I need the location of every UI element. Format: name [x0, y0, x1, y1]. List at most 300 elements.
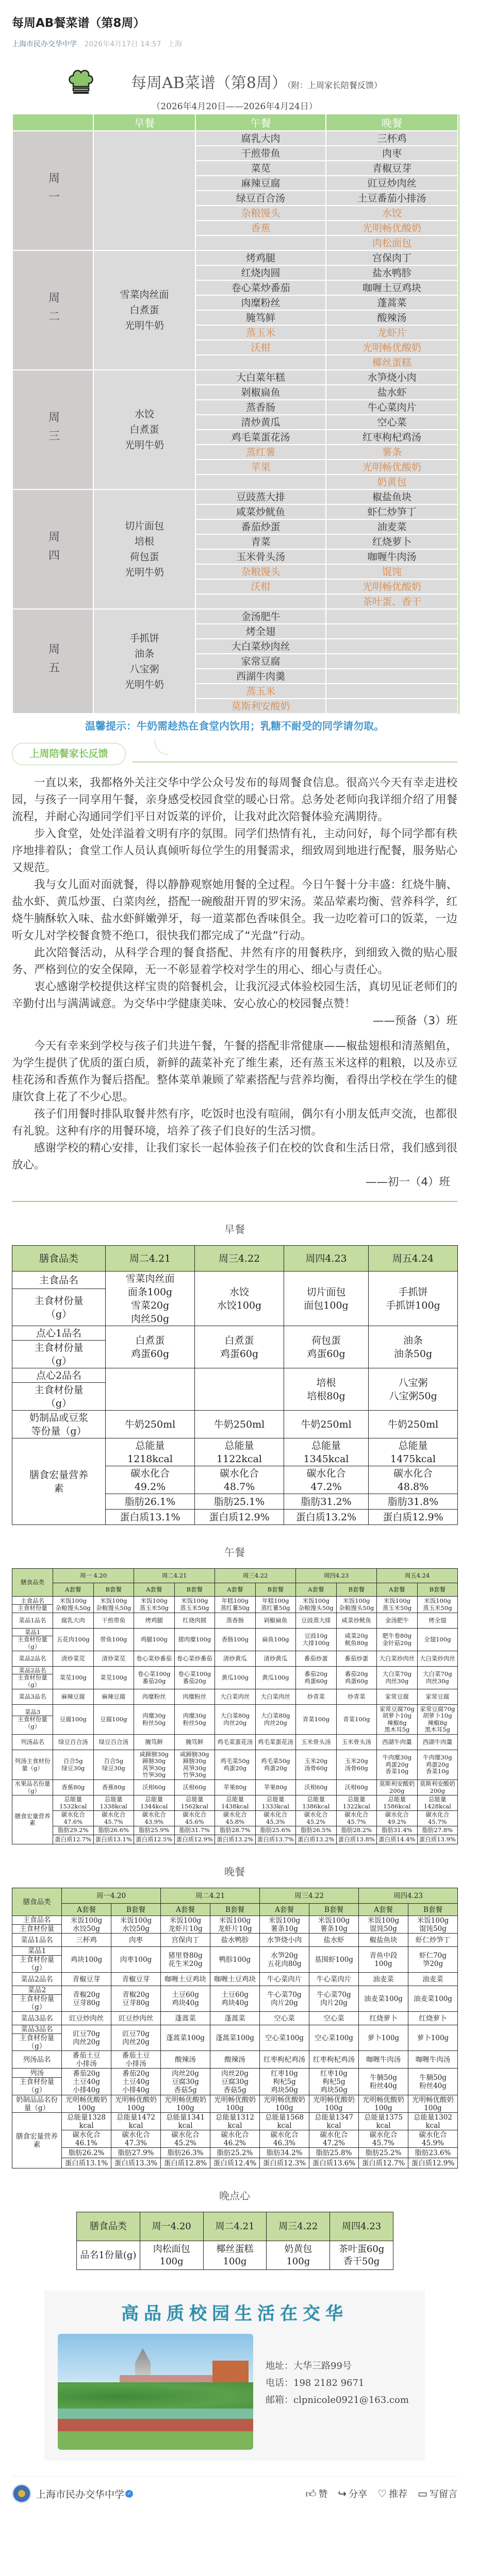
table-cell: 麻辣豆腐	[53, 1689, 94, 1705]
table-cell: 咖喱牛肉汤	[408, 2051, 458, 2069]
table-cell: 萝卜100g	[408, 2025, 458, 2051]
nutrition-energy: 总能量 1562kcal	[174, 1795, 215, 1811]
dinner-nutrition-table	[12, 1888, 458, 2168]
table-row	[12, 1735, 458, 1750]
lunch-item: 剁椒扁鱼	[195, 385, 326, 400]
table-cell: 苹果80g	[255, 1780, 296, 1795]
set-header: B套餐	[309, 1904, 359, 1916]
day-label: 周三	[12, 370, 93, 489]
table-cell: 米饭100g 水饺50g	[62, 1916, 111, 1934]
table-cell: 豆豉10g 大排100g	[296, 1629, 337, 1651]
menu-column-header	[12, 114, 93, 131]
table-cell: 沃柑60g	[336, 1780, 377, 1795]
table-cell: 油麦菜	[408, 1973, 458, 1986]
table-cell: 光明畅优酸奶 100g	[62, 2095, 111, 2113]
table-cell: 青椒20g 豆芽80g	[62, 1986, 111, 2012]
lunch-item: 烤全翅	[195, 624, 326, 639]
table-cell: 大白菜炒肉丝	[417, 1651, 458, 1667]
row-label	[12, 2051, 62, 2069]
table-cell: 米饭100g 杂粮馒头50g	[336, 1597, 377, 1613]
evening-snack-heading: 晚点心	[219, 2190, 250, 2202]
nutrition-carbs: 碳水化合 45.2%	[296, 1811, 337, 1826]
breakfast-cell	[93, 489, 195, 609]
email: 邮箱：clpnicole0921@163.com	[266, 2395, 409, 2405]
table-cell: 米饭100g 杂粮馒头50g	[93, 1597, 134, 1613]
nutrition-carbs: 碳水化合 45.7%	[93, 1811, 134, 1826]
column-header: 膳食品类	[77, 2212, 140, 2241]
table-cell: 大白菜80g 肉丝20g	[215, 1705, 256, 1735]
breakfast-item: 八宝粥	[129, 663, 159, 675]
breakfast-item: 白煮蛋	[129, 424, 159, 435]
dinner-item: 豇豆炒肉丝	[326, 176, 458, 191]
day-header: 周四4.23	[359, 1888, 458, 1904]
set-header: A套餐	[53, 1583, 94, 1597]
nutrition-protein: 蛋白质12.9%	[195, 1510, 284, 1525]
table-row	[12, 1973, 458, 1986]
row-label-line: 主食材份量 （g）	[18, 1716, 47, 1730]
table-cell: 猪肉糜100g	[174, 1629, 215, 1651]
table-row	[12, 2025, 458, 2051]
row-label: 主食材份量 （g）	[12, 1289, 106, 1326]
row-label-line: 主食材份量 （g）	[19, 2034, 55, 2050]
nutrition-fat: 脂肪26.1%	[106, 1494, 195, 1510]
nutrition-protein: 蛋白质13.2%	[215, 1835, 256, 1844]
table-cell: 油麦菜100g	[359, 1986, 408, 2012]
nutrition-energy: 总能量1568 kcal	[260, 2113, 309, 2130]
feedback-section-header	[12, 743, 457, 765]
recommend-button[interactable]	[377, 2487, 407, 2500]
row-label-line: 主食材份量	[18, 1604, 47, 1612]
row-label: 主食材份量 （g）	[12, 1341, 106, 1368]
nutrition-carbs: 碳水化合 46.2%	[210, 2130, 260, 2148]
table-cell: 空心菜	[260, 2012, 309, 2025]
nutrition-carbs: 碳水化合 46.1%	[62, 2130, 111, 2148]
account-avatar[interactable]	[12, 2484, 31, 2503]
nutrition-protein: 蛋白质13.2%	[296, 1835, 337, 1844]
nutrition-protein: 蛋白质12.7%	[53, 1835, 94, 1844]
row-label	[12, 1780, 53, 1795]
dinner-item: 盐水鸭胗	[326, 265, 458, 280]
set-header-row	[12, 1583, 458, 1597]
lunch-item	[195, 355, 326, 370]
table-cell: 玉米骨头汤	[296, 1735, 337, 1750]
table-cell: 油条 油条50g	[369, 1326, 458, 1368]
nutrition-protein: 蛋白质12.4%	[210, 2158, 260, 2168]
row-label-line: 奶制品品名份 量（g）	[16, 2095, 58, 2112]
lunch-item: 青菜	[195, 534, 326, 549]
table-cell: 豆腐100g	[53, 1705, 94, 1735]
nutrition-row	[12, 1811, 458, 1826]
dinner-item	[326, 669, 458, 684]
nutrition-protein: 蛋白质13.1%	[106, 1510, 195, 1525]
lunch-item: 干煎带鱼	[195, 146, 326, 161]
table-row	[12, 1689, 458, 1705]
table-cell: 大白菜炒肉丝	[377, 1651, 418, 1667]
nutrition-fat: 脂肪27.9%	[111, 2148, 161, 2158]
lunch-item: 烤鸡腿	[195, 250, 326, 265]
table-cell: 牛奶250ml	[195, 1411, 284, 1438]
lunch-item: 家常豆腐	[195, 654, 326, 669]
table-cell: 酸辣汤	[161, 2051, 210, 2069]
row-label	[12, 2069, 62, 2095]
table-cell: 肉糜粉丝	[134, 1689, 175, 1705]
table-row	[12, 1326, 458, 1341]
lunch-item: 鸡毛菜蛋花汤	[195, 430, 326, 445]
table-cell: 米饭100g 龙虾片10g	[210, 1916, 260, 1934]
table-cell: 清炒菜苋	[53, 1651, 94, 1667]
nutrition-row	[12, 1835, 458, 1844]
row-label-line: 列汤品名	[23, 2055, 51, 2064]
table-cell: 水饺 水饺100g	[195, 1272, 284, 1326]
dinner-item	[326, 699, 458, 714]
table-cell: 清炒菜苋	[93, 1651, 134, 1667]
table-cell: 雪菜肉丝面 面条100g 雪菜20g 肉丝50g	[106, 1272, 195, 1326]
table-cell: 土豆60g 鸡块40g	[210, 1986, 260, 2012]
table-cell: 五花肉100g	[53, 1629, 94, 1651]
table-cell: 青椒豆芽	[62, 1973, 111, 1986]
lunch-item	[195, 235, 326, 250]
nutrition-carbs: 碳水化合 45.8%	[215, 1811, 256, 1826]
table-cell: 米饭100g 馄饨50g	[408, 1916, 458, 1934]
feedback-paragraph: 我与女儿面对面就餐，得以静静观察她用餐的全过程。今日午餐十分丰盛：红烧牛腩、盐水虾、黄瓜炒蛋、白菜肉丝，搭配一碗酸甜开胃的罗宋汤。菜品荤素均衡、营养科学，红烧牛腩酥软入味、盐水虾鲜嫩弹牙，每一道菜都色香味俱全。我一边吃着可口的饭菜，一边听女儿对学校餐食赞不绝口，很快我们都完成了“光盘”行动。	[12, 878, 457, 942]
row-label	[12, 1597, 53, 1613]
feedback-end-divider	[12, 1201, 457, 1202]
row-label	[12, 1947, 62, 1973]
table-cell: 培根 培根80g	[284, 1368, 369, 1411]
row-label	[12, 1934, 62, 1947]
table-cell: 豇豆炒肉丝	[111, 2012, 161, 2025]
nutrition-label: 膳食宏量营养 素	[12, 1438, 106, 1525]
day-header-row	[12, 1569, 458, 1583]
lunch-item: 西湖牛肉羹	[195, 669, 326, 684]
dinner-item: 光明畅优酸奶	[326, 460, 458, 474]
menu-row	[12, 250, 458, 265]
feedback-text	[12, 774, 457, 1191]
lunch-item: 腌笃鲜	[195, 310, 326, 325]
share-button[interactable]	[338, 2487, 367, 2500]
table-cell: 家常豆腐70g 胡萝卜10g 辣椒8g 黑木耳5g	[417, 1705, 458, 1735]
breakfast-item: 光明牛奶	[124, 320, 164, 331]
table-header-row	[12, 1246, 458, 1272]
decorative-curve	[155, 739, 168, 755]
table-cell: 青菜100g	[336, 1705, 377, 1735]
table-cell: 光明畅优酸奶 100g	[111, 2095, 161, 2113]
table-cell: 蓬蒿菜	[210, 2012, 260, 2025]
table-cell: 咸菜20g 鱿鱼80g	[336, 1629, 377, 1651]
lunch-item: 豆豉蒸大排	[195, 489, 326, 504]
nutrition-protein: 蛋白质13.8%	[336, 1835, 377, 1844]
table-cell: 豆腐100g	[93, 1705, 134, 1735]
nutrition-row	[12, 2148, 458, 2158]
feedback-paragraph: 一直以来，我都格外关注交华中学公众号发布的每周餐食信息。很高兴今天有幸走进校园，与孩子一同享用午餐，亲身感受校园食堂的暖心日常。总务处老师向我详细介绍了用餐流程，并耐心沟通同学们平日对饭菜的评价，让我对此次陪餐体验充满期待。	[12, 776, 457, 823]
set-header: A套餐	[161, 1904, 210, 1916]
dinner-item: 空心菜	[326, 415, 458, 430]
row-label	[12, 2095, 62, 2113]
set-header: A套餐	[134, 1583, 175, 1597]
table-cell: 鸡腿100g	[134, 1629, 175, 1651]
table-row	[12, 2095, 458, 2113]
table-cell: 玉米20g 汤骨60g	[336, 1750, 377, 1780]
table-row	[12, 1368, 458, 1383]
table-cell: 青椒豆芽	[111, 1973, 161, 1986]
set-header: B套餐	[111, 1904, 161, 1916]
nutrition-fat: 脂肪31.2%	[284, 1494, 369, 1510]
table-cell: 青椒20g 豆芽80g	[111, 1986, 161, 2012]
lunch-item: 蒸香肠	[195, 400, 326, 415]
lunch-heading: 午餐	[224, 1546, 245, 1558]
row-label-line: 菜品3	[12, 1709, 53, 1717]
table-row	[12, 1750, 458, 1780]
nutrition-energy: 总能量 1345kcal	[284, 1438, 369, 1466]
comment-button[interactable]	[418, 2487, 457, 2500]
table-cell: 奶黄包 100g	[267, 2241, 330, 2270]
table-cell: 光明畅优酸奶 100g	[359, 2095, 408, 2113]
nutrition-energy: 总能量1375 kcal	[359, 2113, 408, 2130]
dinner-item: 光明畅优酸奶	[326, 579, 458, 594]
breakfast-item: 荷包蛋	[129, 551, 159, 563]
milk-tip: 温馨提示：牛奶需趁热在食堂内饮用；乳糖不耐受的同学请勿取。	[85, 720, 384, 732]
nutrition-carbs: 碳水化合 45.2%	[161, 2130, 210, 2148]
nutrition-energy: 总能量1302 kcal	[408, 2113, 458, 2130]
lunch-item: 绿豆百合汤	[195, 191, 326, 206]
table-cell: 西湖牛肉羹	[377, 1735, 418, 1750]
table-cell: 牛心菜肉片	[309, 1973, 359, 1986]
nutrition-fat: 脂肪28.7%	[215, 1826, 256, 1835]
lunch-item: 金汤肥牛	[195, 609, 326, 624]
row-label	[12, 1735, 53, 1750]
table-cell: 水笋烧小肉	[260, 1934, 309, 1947]
table-cell: 盐水虾	[309, 1934, 359, 1947]
nutrition-carbs: 碳水化合 45.7%	[417, 1811, 458, 1826]
table-cell: 鸭胗100g	[210, 1947, 260, 1973]
nutrition-energy: 总能量1312 kcal	[210, 2113, 260, 2130]
breakfast-heading: 早餐	[224, 1223, 245, 1235]
table-cell	[106, 1368, 195, 1411]
recommend-label: 推荐	[389, 2489, 408, 2500]
row-label-line: 主食材份量 （g）	[19, 2078, 55, 2094]
table-row	[12, 1272, 458, 1289]
nutrition-carbs: 碳水化合 45.9%	[408, 2130, 458, 2148]
footer-account-name[interactable]: 上海市民办交华中学	[36, 2488, 125, 2500]
day-header: 周三4.22	[260, 1888, 359, 1904]
like-label: 赞	[318, 2489, 328, 2500]
breakfast-nutrition-table	[12, 1245, 458, 1525]
dinner-item: 肉松面包	[326, 235, 458, 250]
row-label	[12, 1705, 53, 1735]
nutrition-fat: 脂肪25.2%	[210, 2148, 260, 2158]
table-cell: 肥牛卷80g 金针菇20g	[377, 1629, 418, 1651]
lunch-item: 大白菜年糕	[195, 370, 326, 385]
nutrition-fat: 脂肪23.6%	[408, 2148, 458, 2158]
table-cell: 光明畅优酸奶 100g	[210, 2095, 260, 2113]
set-header: A套餐	[215, 1583, 256, 1597]
table-cell: 家常豆腐	[417, 1689, 458, 1705]
table-cell: 牛肉糜30g 鸡蛋20g 香菜10g	[417, 1750, 458, 1780]
dinner-item: 水饺	[326, 206, 458, 221]
table-cell: 腌笃鲜	[134, 1735, 175, 1750]
dinner-item: 三杯鸡	[326, 131, 458, 146]
footer-divider	[12, 2476, 457, 2477]
dinner-item: 薯条	[326, 445, 458, 460]
row-label	[12, 1916, 62, 1934]
nutrition-protein: 蛋白质13.1%	[93, 1835, 134, 1844]
dinner-item: 蓬蒿菜	[326, 295, 458, 310]
lunch-item: 香蕉	[195, 221, 326, 235]
row-label	[12, 1667, 53, 1689]
nutrition-energy: 总能量 1322kcal	[336, 1795, 377, 1811]
row-label-line: 菜品2品名	[21, 1975, 53, 1984]
set-header: B套餐	[174, 1583, 215, 1597]
weekly-menu-table	[12, 114, 458, 714]
nutrition-fat: 脂肪29.2%	[53, 1826, 94, 1835]
table-cell: 大白菜肉丝	[215, 1689, 256, 1705]
nutrition-fat: 脂肪28.2%	[336, 1826, 377, 1835]
table-cell: 菜苋100g	[53, 1667, 94, 1689]
dinner-item: 红枣枸杞鸡汤	[326, 430, 458, 445]
article-footer	[12, 2484, 457, 2503]
menu-column-header: 早餐	[93, 114, 195, 131]
nutrition-energy: 总能量 1428kcal	[417, 1795, 458, 1811]
set-header: B套餐	[210, 1904, 260, 1916]
dinner-item: 龙虾片	[326, 325, 458, 340]
dinner-item: 盐水虾	[326, 385, 458, 400]
nutrition-row	[12, 1795, 458, 1811]
nutrition-fat: 脂肪25.1%	[195, 1494, 284, 1510]
table-cell: 青鱼中段 100g	[359, 1947, 408, 1973]
feedback-paragraph: 衷心感谢学校提供这样宝贵的陪餐机会，让我沉浸式体验校园生活，真切见证老师们的辛勤付出与满满诚意。为交华中学健康美味、安心放心的校园餐点赞！	[12, 980, 457, 1010]
menu-row	[12, 370, 458, 385]
account-link[interactable]: 上海市民办交华中学	[12, 40, 77, 48]
table-cell: 豆豉蒸大排	[296, 1613, 337, 1629]
column-header: 周三4.22	[195, 1246, 284, 1272]
table-cell: 红枣10g 枸杞5g 鸡块50g	[260, 2069, 309, 2095]
nutrition-carbs: 碳水化合 43.9%	[134, 1811, 175, 1826]
menu-row	[12, 489, 458, 504]
day-header: 周五4.24	[377, 1569, 458, 1583]
comment-label: 写留言	[430, 2489, 457, 2500]
table-cell: 番茄20g 土豆40g 小排40g	[111, 2069, 161, 2095]
nutrition-fat: 脂肪34.2%	[260, 2148, 309, 2158]
table-cell: 椰丝蛋糕 100g	[203, 2241, 267, 2270]
table-cell: 番茄炒蛋	[336, 1651, 377, 1667]
row-label-line: 菜品1品名	[19, 1616, 46, 1624]
day-label: 周五	[12, 609, 93, 714]
table-cell: 青菜100g	[296, 1705, 337, 1735]
table-cell: 牛肉糜30g 鸡蛋20g 香菜10g	[377, 1750, 418, 1780]
publish-date: 2026年4月17日 14:57	[84, 40, 161, 48]
heart-icon: ♡	[377, 2487, 387, 2500]
table-row	[12, 1934, 458, 1947]
verified-badge-icon: ✓	[125, 2490, 133, 2498]
nutrition-energy: 总能量 1386kcal	[296, 1795, 337, 1811]
table-cell: 豇豆炒肉丝	[62, 2012, 111, 2025]
table-cell: 红烧萝卜	[408, 2012, 458, 2025]
table-cell: 空心菜	[309, 2012, 359, 2025]
nutrition-protein: 蛋白质12.3%	[260, 2158, 309, 2168]
table-cell: 莫斯利安酸奶 200g	[417, 1780, 458, 1795]
table-row	[12, 1629, 458, 1651]
row-label	[12, 1986, 62, 2012]
nutrition-fat: 脂肪26.6%	[93, 1826, 134, 1835]
trees	[58, 2382, 253, 2411]
like-button[interactable]	[305, 2487, 327, 2500]
lunch-item: 菜苋	[195, 161, 326, 176]
row-label-line: 菜品1品名	[21, 1936, 53, 1944]
nutrition-energy: 总能量 1586kcal	[377, 1795, 418, 1811]
table-row	[12, 1947, 458, 1973]
menu-row	[12, 609, 458, 624]
table-cell: 肉丝20g 豆腐30g 香菇5g	[210, 2069, 260, 2095]
set-header: A套餐	[296, 1583, 337, 1597]
table-cell: 米饭100g 蒸玉米50g	[417, 1597, 458, 1613]
table-cell: 咸蹄膀30g 蹄膀30g 莴笋30g 竹笋30g	[174, 1750, 215, 1780]
table-cell: 卷心菜炒番茄	[134, 1651, 175, 1667]
table-cell: 腌笃鲜	[174, 1735, 215, 1750]
table-cell: 蓬蒿菜100g	[210, 2025, 260, 2051]
dinner-item	[326, 609, 458, 624]
table-row	[12, 2012, 458, 2025]
table-cell: 扁鱼100g	[255, 1629, 296, 1651]
nutrition-row	[12, 1826, 458, 1835]
chef-hat-icon	[67, 68, 95, 95]
table-cell: 红枣枸杞鸡汤	[260, 2051, 309, 2069]
day-header: 周四4.23	[296, 1569, 377, 1583]
nutrition-carbs: 碳水化合 45.3%	[255, 1811, 296, 1826]
table-cell: 清炒黄瓜	[255, 1651, 296, 1667]
table-cell: 鸡毛菜蛋花汤	[215, 1735, 256, 1750]
share-icon: ↪	[338, 2487, 347, 2500]
menu-column-header: 午餐	[195, 114, 326, 131]
nutrition-energy: 总能量1472 kcal	[111, 2113, 161, 2130]
table-cell: 牛奶250ml	[106, 1411, 195, 1438]
table-cell: 家常豆腐	[377, 1689, 418, 1705]
day-label: 周二	[12, 250, 93, 370]
dinner-item	[326, 639, 458, 654]
table-cell: 牛心菜肉片	[260, 1973, 309, 1986]
table-cell: 蓬蒿菜	[161, 2012, 210, 2025]
table-cell: 黄瓜100g	[255, 1667, 296, 1689]
table-cell: 苹果80g	[215, 1780, 256, 1795]
nutrition-row	[12, 1438, 458, 1466]
publish-location: 上海	[168, 40, 183, 48]
nutrition-protein: 蛋白质12.8%	[161, 2158, 210, 2168]
lunch-item: 肉糜粉丝	[195, 295, 326, 310]
row-label	[12, 1629, 53, 1651]
table-cell: 红枣10g 枸杞5g 鸡块50g	[309, 2069, 359, 2095]
table-cell: 白煮蛋 鸡蛋60g	[106, 1326, 195, 1368]
row-label	[12, 1689, 53, 1705]
table-cell: 盐水鸭胗	[210, 1934, 260, 1947]
column-header: 周四4.23	[330, 2212, 393, 2241]
row-label: 点心1品名	[12, 1326, 106, 1341]
table-cell: 肉糜粉丝	[174, 1689, 215, 1705]
table-cell: 香蕉80g	[53, 1780, 94, 1795]
row-label-line: 主食品名	[12, 1916, 61, 1925]
table-cell: 米饭100g 水饺50g	[111, 1916, 161, 1934]
row-label-line: 菜品1	[12, 1947, 61, 1956]
feedback-paragraph: 今天有幸来到学校与孩子们共进午餐，午餐的搭配非常健康——椒盐翅根和清蒸鲳鱼，为学生提供了优质的蛋白质，新鲜的蔬菜补充了维生素，还有蒸玉米这样的粗粮，以及赤豆桂花汤和香蕉作为餐后搭配。整体菜单兼顾了荤素搭配与营养均衡，看得出学校在学生的健康饮食上花了不少心思。	[12, 1040, 457, 1104]
lunch-item: 杂粮馒头	[195, 564, 326, 579]
table-cell: 米饭100g 馄饨50g	[359, 1916, 408, 1934]
campus-photo	[58, 2334, 253, 2450]
row-label-line: 主食材份量 （g）	[19, 1995, 55, 2011]
nutrition-carbs: 碳水化合 49.2%	[106, 1466, 195, 1494]
nutrition-energy: 总能量 1532kcal	[53, 1795, 94, 1811]
table-cell: 红烧肉圆	[174, 1613, 215, 1629]
nutrition-protein: 蛋白质13.9%	[417, 1835, 458, 1844]
table-cell: 黄瓜100g	[215, 1667, 256, 1689]
nutrition-energy: 总能量 1333kcal	[255, 1795, 296, 1811]
